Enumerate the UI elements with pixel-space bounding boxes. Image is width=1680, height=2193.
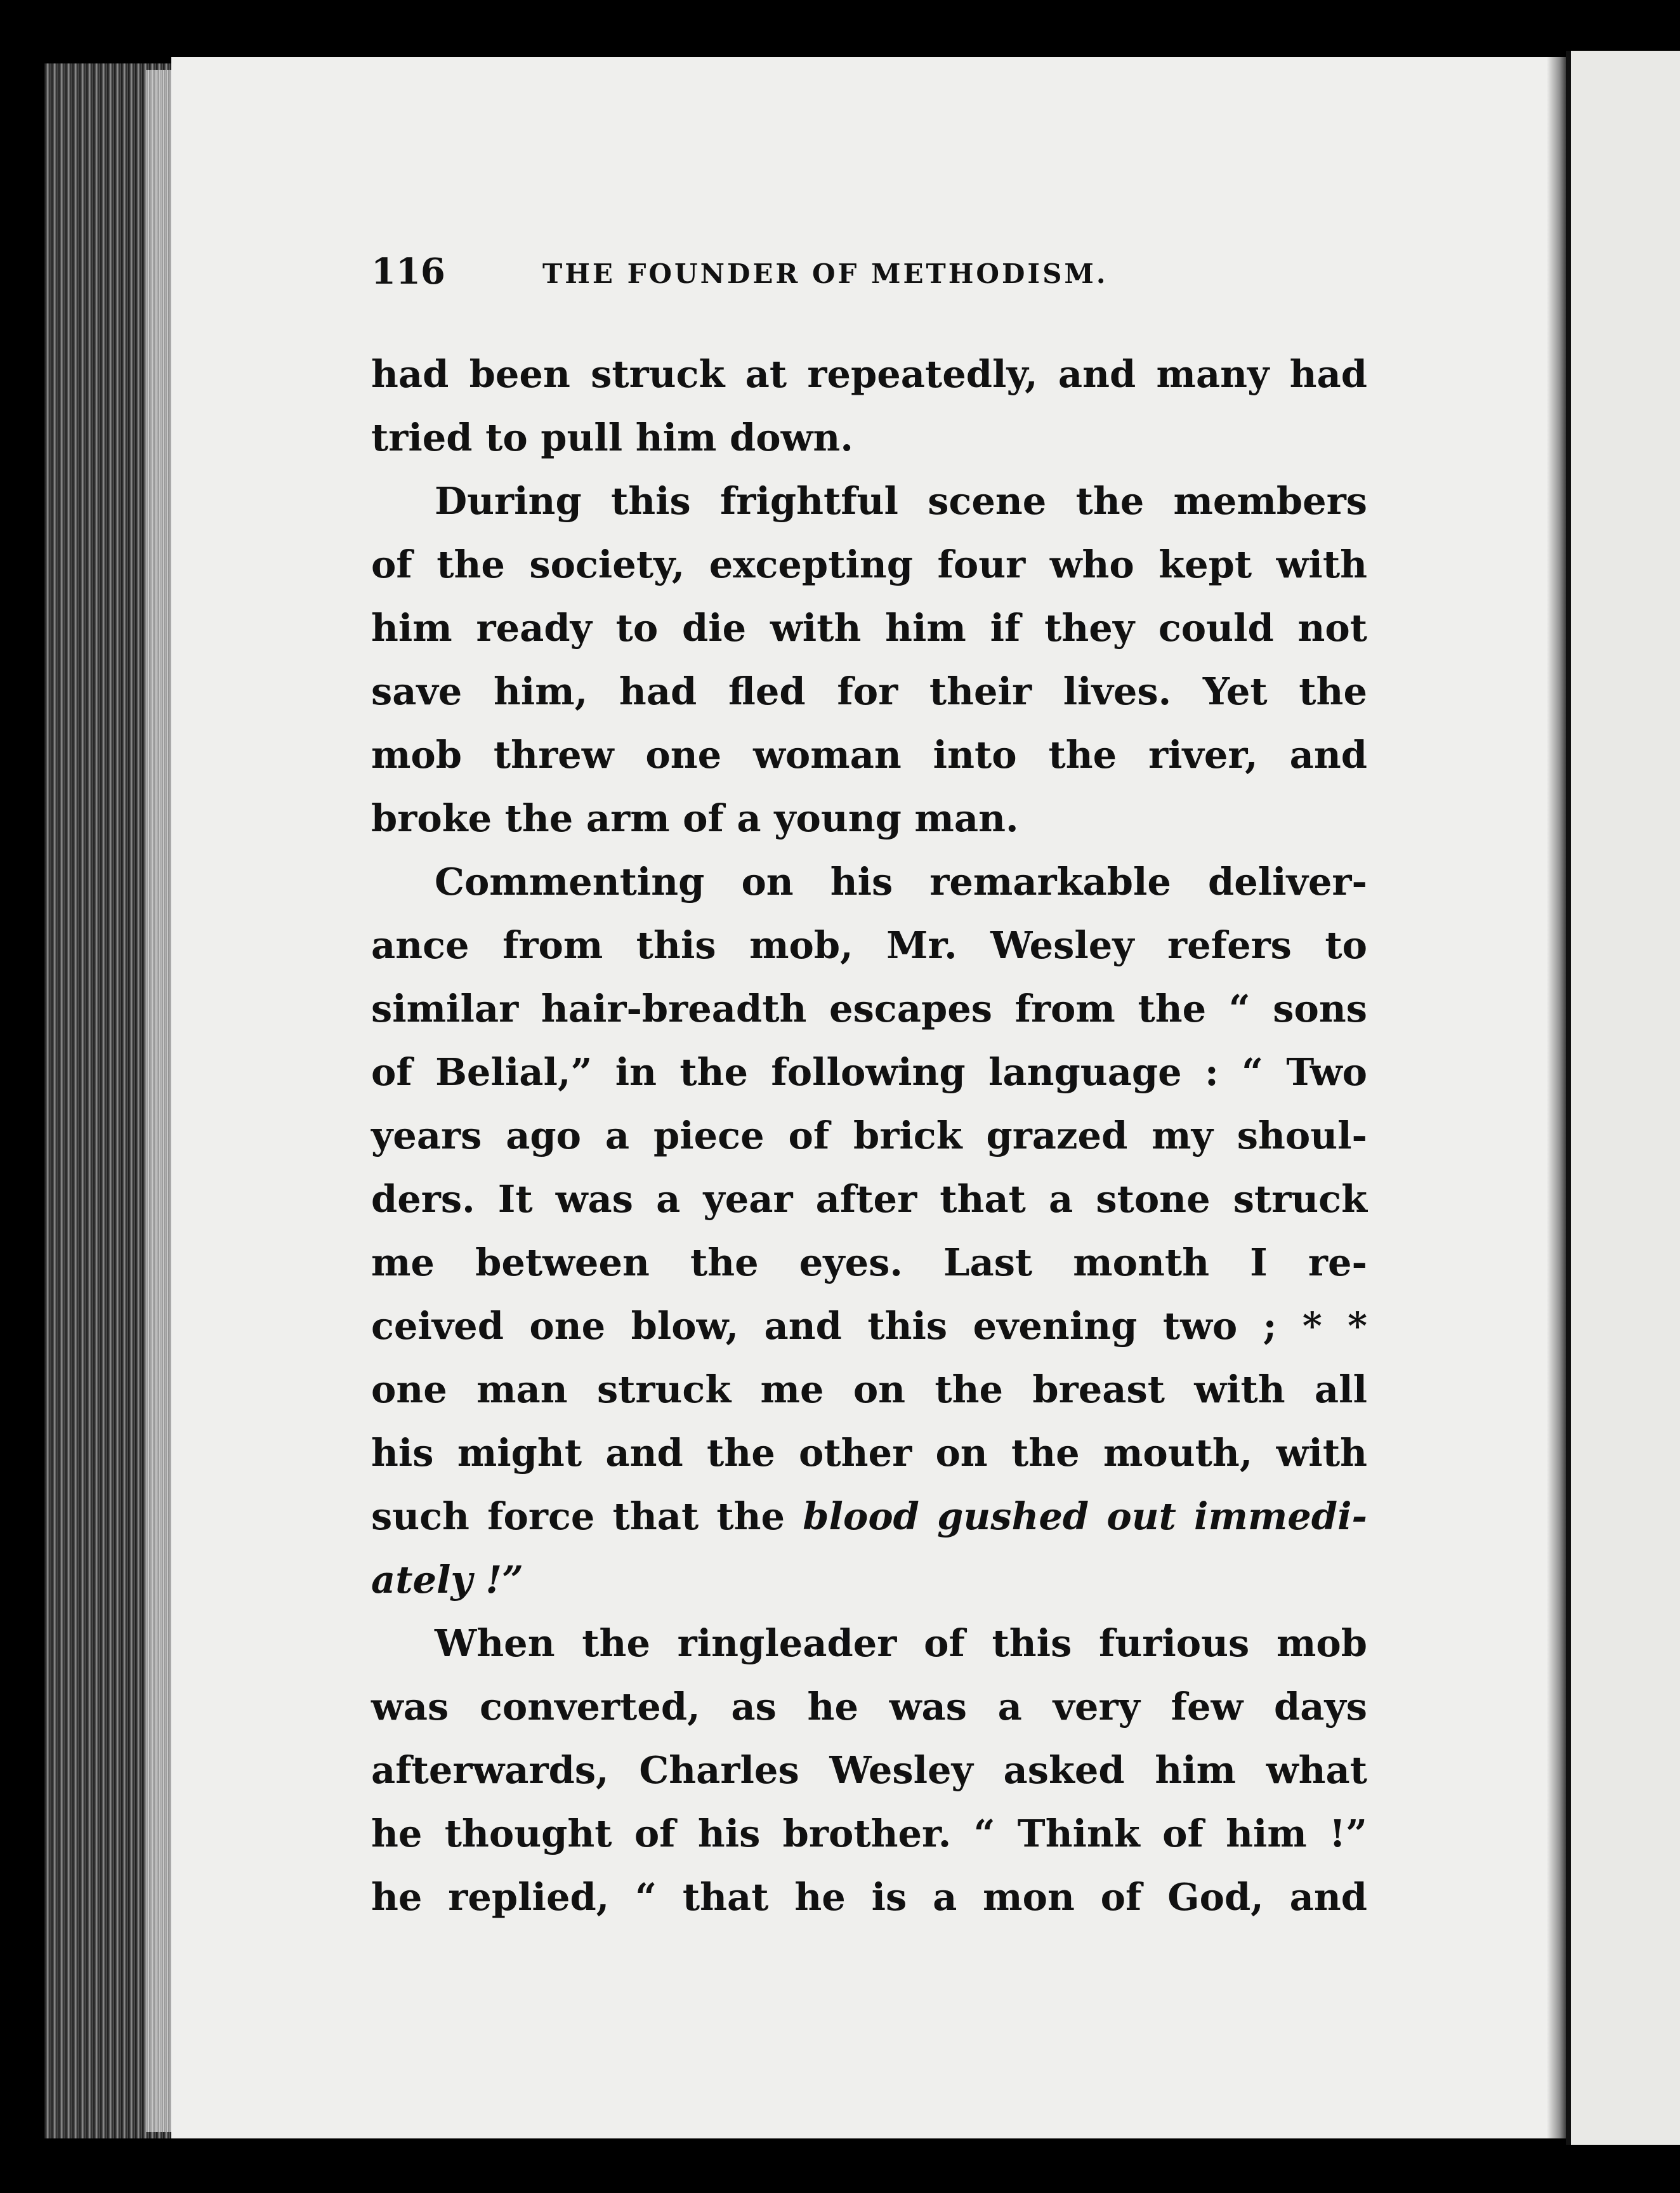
paragraph-start-line: During this frightful scene the members [435, 479, 1367, 523]
text-line: ceived one blow, and this evening two ; * * [371, 1304, 1367, 1348]
text-line: tried to pull him down. [371, 416, 853, 459]
page-number: 116 [371, 251, 445, 293]
running-head: THE FOUNDER OF METHODISM. [542, 258, 1108, 289]
text-line: afterwards, Charles Wesley asked him what [371, 1748, 1367, 1792]
text-line: had been struck at repeatedly, and many had [371, 352, 1367, 396]
text-line: ders. It was a year after that a stone struck [371, 1177, 1367, 1221]
text-line: of the society, excepting four who kept with [371, 543, 1367, 586]
text-line: one man struck me on the breast with all [371, 1367, 1367, 1411]
text-segment: such force that the [371, 1494, 785, 1538]
text-line-with-italic [371, 1485, 1367, 1548]
text-line: ance from this mob, Mr. Wesley refers to [371, 923, 1367, 967]
text-line: similar hair-breadth escapes from the “ sons [371, 987, 1367, 1031]
italic-text-segment: ately !” [371, 1558, 524, 1602]
italic-text-segment: blood gushed out immedi- [803, 1494, 1368, 1538]
text-line: broke the arm of a young man. [371, 796, 1019, 840]
italic-text-line [371, 1548, 1367, 1612]
text-line: was converted, as he was a very few days [371, 1685, 1367, 1729]
paragraph-start-line: Commenting on his remarkable deliver- [435, 860, 1367, 904]
body-text [371, 343, 1367, 1929]
text-line: he replied, “ that he is a mon of God, and [371, 1875, 1367, 1919]
facing-page-edge [1566, 51, 1680, 2145]
page-header [371, 251, 1259, 301]
text-line: me between the eyes. Last month I re- [371, 1241, 1367, 1284]
text-line: mob threw one woman into the river, and [371, 733, 1367, 777]
text-line: him ready to die with him if they could not [371, 606, 1367, 650]
text-line: years ago a piece of brick grazed my shoul- [371, 1114, 1367, 1157]
paragraph-start-line: When the ringleader of this furious mob [435, 1621, 1367, 1665]
text-line: his might and the other on the mouth, with [371, 1431, 1367, 1475]
text-line: of Belial,” in the following language : “ Two [371, 1050, 1367, 1094]
text-line: he thought of his brother. “ Think of him !” [371, 1812, 1367, 1855]
text-line: save him, had fled for their lives. Yet the [371, 669, 1367, 713]
gutter-shadow [1547, 57, 1568, 2138]
